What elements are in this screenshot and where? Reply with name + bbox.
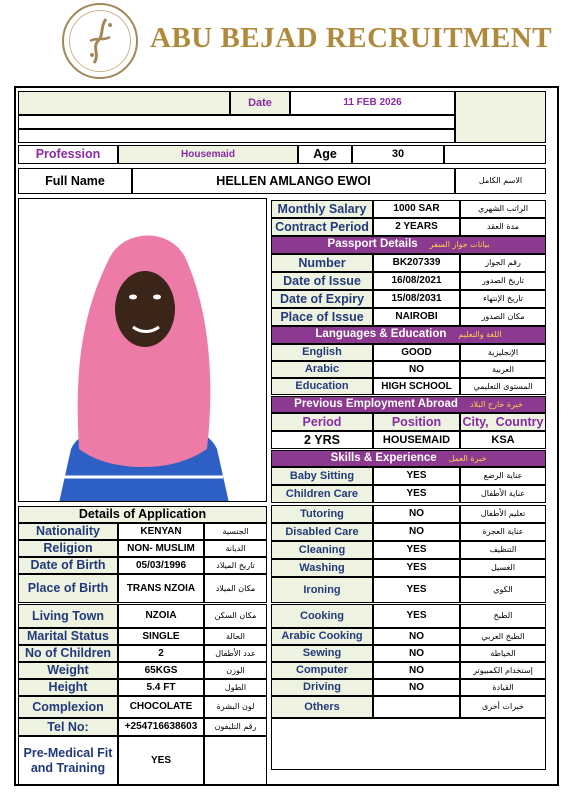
skill-ar: القيادة	[460, 679, 546, 696]
contract-ar: الراتب الشهري	[460, 200, 546, 218]
application-value: NZOIA	[118, 604, 204, 628]
application-value: YES	[118, 736, 204, 785]
application-ar: مكان السكن	[204, 604, 267, 628]
skill-ar: عناية الأطفال	[460, 485, 546, 503]
skills-section-title: Skills & Experience خبرة العمل	[271, 450, 546, 467]
application-value: CHOCOLATE	[118, 696, 204, 718]
application-label: Complexion	[18, 696, 118, 718]
passport-label: Date of Issue	[271, 272, 373, 290]
skill-value: NO	[373, 523, 460, 541]
skill-ar: تعليم الأطفال	[460, 505, 546, 523]
blank-cell	[455, 91, 546, 143]
blank-cell	[271, 718, 546, 770]
application-value: NON- MUSLIM	[118, 540, 204, 557]
skill-label: Cleaning	[271, 541, 373, 559]
skill-value	[373, 696, 460, 718]
passport-value: 15/08/2031	[373, 290, 460, 308]
passport-value: 16/08/2021	[373, 272, 460, 290]
skill-value: NO	[373, 645, 460, 662]
age-value: 30	[352, 145, 444, 164]
skill-ar: إستخدام الكمبيوتر	[460, 662, 546, 679]
application-label: Height	[18, 679, 118, 696]
skill-ar: الخياطة	[460, 645, 546, 662]
skill-ar: عناية العجزة	[460, 523, 546, 541]
language-ar: الإنجليزية	[460, 344, 546, 361]
application-ar: الحالة	[204, 628, 267, 645]
application-label: Tel No:	[18, 718, 118, 736]
application-value: KENYAN	[118, 523, 204, 540]
employment-header-period: Period	[271, 413, 373, 431]
employment-position: HOUSEMAID	[373, 431, 460, 449]
passport-ar: تاريخ الإنتهاء	[460, 290, 546, 308]
skill-label: Washing	[271, 559, 373, 577]
skill-label: Arabic Cooking	[271, 628, 373, 645]
passport-label: Number	[271, 254, 373, 272]
full-name-value: HELLEN AMLANGO EWOI	[132, 168, 455, 194]
profession-label: Profession	[18, 145, 118, 164]
application-ar	[204, 736, 267, 785]
passport-label: Date of Expiry	[271, 290, 373, 308]
application-value: 05/03/1996	[118, 557, 204, 574]
skill-ar: الطبخ العربي	[460, 628, 546, 645]
skill-label: Tutoring	[271, 505, 373, 523]
application-ar: عدد الأطفال	[204, 645, 267, 662]
skill-ar: الطبخ	[460, 604, 546, 628]
full-name-ar: الاسم الكامل	[455, 168, 546, 194]
application-ar: رقم التليفون	[204, 718, 267, 736]
application-ar: الديانة	[204, 540, 267, 557]
passport-value: BK207339	[373, 254, 460, 272]
calligraphy-logo-icon	[62, 3, 138, 79]
employment-header-country: City, Country	[460, 413, 546, 431]
language-label: Arabic	[271, 361, 373, 378]
application-value: +254716638603	[118, 718, 204, 736]
full-name-label: Full Name	[18, 168, 132, 194]
employment-section-title: Previous Employment Abroad خبرة خارج البلاد	[271, 396, 546, 413]
application-value: TRANS NZOIA	[118, 574, 204, 603]
application-ar: الجنسية	[204, 523, 267, 540]
skill-value: YES	[373, 604, 460, 628]
application-label: Nationality	[18, 523, 118, 540]
employment-period: 2 YRS	[271, 431, 373, 449]
skill-label: Sewing	[271, 645, 373, 662]
blank-cell	[18, 91, 230, 115]
passport-ar: رقم الجواز	[460, 254, 546, 272]
language-ar: المستوى التعليمي	[460, 378, 546, 395]
contract-value: 2 YEARS	[373, 218, 460, 236]
skill-label: Children Care	[271, 485, 373, 503]
skill-label: Computer	[271, 662, 373, 679]
contract-ar: مدة العقد	[460, 218, 546, 236]
age-label: Age	[298, 145, 352, 164]
application-ar: لون البشرة	[204, 696, 267, 718]
skill-ar: خبرات أخرى	[460, 696, 546, 718]
skill-label: Others	[271, 696, 373, 718]
skill-ar: الغسيل	[460, 559, 546, 577]
skill-ar: الكوي	[460, 577, 546, 603]
employment-country: KSA	[460, 431, 546, 449]
passport-value: NAIROBI	[373, 308, 460, 326]
application-label: Religion	[18, 540, 118, 557]
language-ar: العربية	[460, 361, 546, 378]
skill-ar: التنظيف	[460, 541, 546, 559]
application-ar: الوزن	[204, 662, 267, 679]
passport-ar: مكان الصدور	[460, 308, 546, 326]
passport-ar: تاريخ الصدور	[460, 272, 546, 290]
language-label: Education	[271, 378, 373, 395]
profession-value: Housemaid	[118, 145, 298, 164]
passport-section-title: Passport Details بيانات جواز السفر	[271, 236, 546, 254]
skill-value: YES	[373, 467, 460, 485]
header	[0, 0, 572, 82]
employment-header-position: Position	[373, 413, 460, 431]
skill-value: NO	[373, 628, 460, 645]
skill-value: YES	[373, 577, 460, 603]
skill-value: NO	[373, 662, 460, 679]
brand-name: ABU BEJAD RECRUITMENT	[150, 22, 553, 54]
language-value: GOOD	[373, 344, 460, 361]
skill-label: Ironing	[271, 577, 373, 603]
skill-value: NO	[373, 679, 460, 696]
application-value: SINGLE	[118, 628, 204, 645]
skill-label: Cooking	[271, 604, 373, 628]
application-label: Place of Birth	[18, 574, 118, 603]
application-ar: مكان الميلاد	[204, 574, 267, 603]
passport-label: Place of Issue	[271, 308, 373, 326]
application-label: Weight	[18, 662, 118, 679]
skill-label: Baby Sitting	[271, 467, 373, 485]
application-label: Living Town	[18, 604, 118, 628]
language-value: HIGH SCHOOL	[373, 378, 460, 395]
application-label: Date of Birth	[18, 557, 118, 574]
application-label: Pre-Medical Fit and Training	[18, 736, 118, 785]
contract-label: Monthly Salary	[271, 200, 373, 218]
skill-value: NO	[373, 505, 460, 523]
application-label: No of Children	[18, 645, 118, 662]
skill-value: YES	[373, 559, 460, 577]
blank-cell	[444, 145, 546, 164]
language-label: English	[271, 344, 373, 361]
language-value: NO	[373, 361, 460, 378]
contract-value: 1000 SAR	[373, 200, 460, 218]
skill-value: YES	[373, 485, 460, 503]
application-value: 65KGS	[118, 662, 204, 679]
blank-row	[18, 115, 455, 129]
languages-section-title: Languages & Education اللغة والتعليم	[271, 326, 546, 344]
application-label: Marital Status	[18, 628, 118, 645]
application-ar: تاريخ الميلاد	[204, 557, 267, 574]
skill-label: Disabled Care	[271, 523, 373, 541]
skill-ar: عناية الرضع	[460, 467, 546, 485]
skill-label: Driving	[271, 679, 373, 696]
application-value: 2	[118, 645, 204, 662]
applicant-photo	[18, 198, 267, 502]
application-ar: الطول	[204, 679, 267, 696]
date-value: 11 FEB 2026	[290, 91, 455, 115]
date-label: Date	[230, 91, 290, 115]
blank-row	[18, 129, 455, 143]
application-section-title: Details of Application	[18, 506, 267, 523]
application-value: 5.4 FT	[118, 679, 204, 696]
cv-sheet	[14, 86, 559, 786]
skill-value: YES	[373, 541, 460, 559]
contract-label: Contract Period	[271, 218, 373, 236]
